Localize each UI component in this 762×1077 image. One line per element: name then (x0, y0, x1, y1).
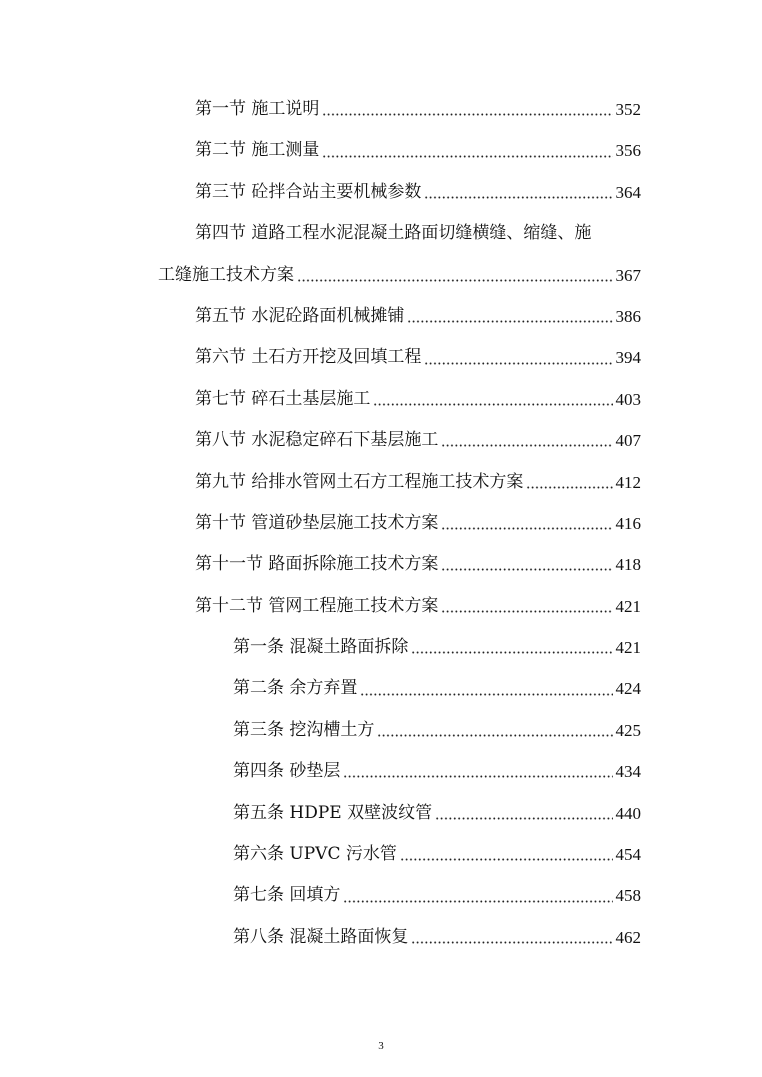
dot-leader (322, 155, 612, 158)
toc-entry-page: 462 (615, 927, 641, 947)
dot-leader (411, 941, 612, 944)
toc-entry-title: 第十一节 路面拆除施工技术方案 (195, 554, 439, 575)
toc-entry[interactable] (0, 586, 641, 627)
toc-entry-title: 第二条 余方弃置 (233, 678, 358, 699)
toc-entry-page: 367 (615, 265, 641, 285)
toc-entry-title: 第七条 回填方 (233, 885, 341, 906)
toc-entry[interactable] (0, 462, 641, 503)
dot-leader (360, 693, 612, 696)
toc-entry[interactable] (0, 627, 641, 668)
dot-leader (297, 279, 613, 282)
toc-entry-page: 454 (615, 845, 641, 865)
toc-entry[interactable] (0, 503, 641, 544)
toc-entry-title: 第三节 砼拌合站主要机械参数 (195, 181, 422, 202)
toc-entry-page: 421 (615, 638, 641, 658)
dot-leader (435, 817, 612, 820)
toc-entry-page: 356 (615, 141, 641, 161)
dot-leader (322, 113, 612, 116)
toc-entry-title: 第六节 土石方开挖及回填工程 (195, 347, 422, 368)
toc-entry-page: 352 (615, 100, 641, 119)
toc-entry[interactable] (0, 172, 641, 213)
toc-entry-page: 412 (615, 472, 641, 492)
dot-leader (424, 196, 612, 199)
toc-entry[interactable] (0, 420, 641, 461)
toc-entry-title: 第三条 挖沟槽土方 (233, 719, 375, 740)
dot-leader (377, 734, 612, 737)
toc-entry[interactable] (0, 544, 641, 585)
dot-leader (343, 900, 612, 903)
toc-entry-title: 第八节 水泥稳定碎石下基层施工 (195, 430, 439, 451)
toc-entry-title: 第九节 给排水管网土石方工程施工技术方案 (195, 471, 524, 492)
toc-entry-title: 第十节 管道砂垫层施工技术方案 (195, 512, 439, 533)
toc-entry-title: 第十二节 管网工程施工技术方案 (195, 595, 439, 616)
toc-entry[interactable] (0, 793, 641, 834)
toc-entry-title: 第一节 施工说明 (195, 99, 320, 119)
toc-entry[interactable] (0, 296, 641, 337)
toc-entry-title: 第七节 碎石土基层施工 (195, 388, 371, 409)
toc-entry-title: 工缝施工技术方案 (158, 264, 294, 285)
dot-leader (407, 320, 612, 323)
toc-entry-title: 第五条 HDPE 双壁波纹管 (233, 802, 433, 823)
toc-entry[interactable] (0, 255, 641, 296)
table-of-contents (0, 89, 762, 958)
toc-entry-page: 416 (615, 513, 641, 533)
toc-entry-page: 403 (615, 389, 641, 409)
toc-entry[interactable] (0, 379, 641, 420)
dot-leader (441, 444, 612, 447)
dot-leader (424, 362, 612, 365)
dot-leader (343, 775, 612, 778)
toc-entry[interactable] (0, 710, 641, 751)
dot-leader (400, 858, 613, 861)
toc-entry[interactable] (0, 875, 641, 916)
dot-leader (441, 568, 612, 571)
page-number: 3 (378, 1040, 384, 1052)
toc-entry[interactable] (0, 668, 641, 709)
toc-entry-page: 425 (615, 720, 641, 740)
dot-leader (526, 486, 612, 489)
dot-leader (411, 651, 612, 654)
toc-entry-page: 434 (615, 762, 641, 782)
toc-entry-title: 第五节 水泥砼路面机械摊铺 (195, 305, 405, 326)
dot-leader (441, 527, 612, 530)
toc-entry-title: 第六条 UPVC 污水管 (233, 844, 397, 865)
toc-entry-page: 407 (615, 431, 641, 451)
toc-entry-title: 第八条 混凝土路面恢复 (233, 926, 409, 947)
toc-entry-page: 364 (615, 182, 641, 202)
toc-entry[interactable] (0, 89, 641, 130)
toc-entry-page: 394 (615, 348, 641, 368)
dot-leader (441, 610, 612, 613)
toc-entry-page: 458 (615, 886, 641, 906)
dot-leader (373, 403, 612, 406)
toc-entry-page: 440 (615, 803, 641, 823)
toc-entry-title: 第四节 道路工程水泥混凝土路面切缝横缝、缩缝、施 (195, 223, 592, 244)
toc-entry[interactable] (0, 213, 641, 254)
toc-entry-title: 第二节 施工测量 (195, 140, 320, 161)
toc-entry[interactable] (0, 834, 641, 875)
toc-entry[interactable] (0, 917, 641, 958)
toc-entry-page: 418 (615, 555, 641, 575)
toc-entry-page: 386 (615, 306, 641, 326)
toc-entry-title: 第一条 混凝土路面拆除 (233, 637, 409, 658)
toc-entry[interactable] (0, 751, 641, 792)
toc-entry-page: 421 (615, 596, 641, 616)
toc-entry-page: 424 (615, 679, 641, 699)
toc-entry-title: 第四条 砂垫层 (233, 761, 341, 782)
toc-entry[interactable] (0, 337, 641, 378)
toc-entry[interactable] (0, 130, 641, 171)
